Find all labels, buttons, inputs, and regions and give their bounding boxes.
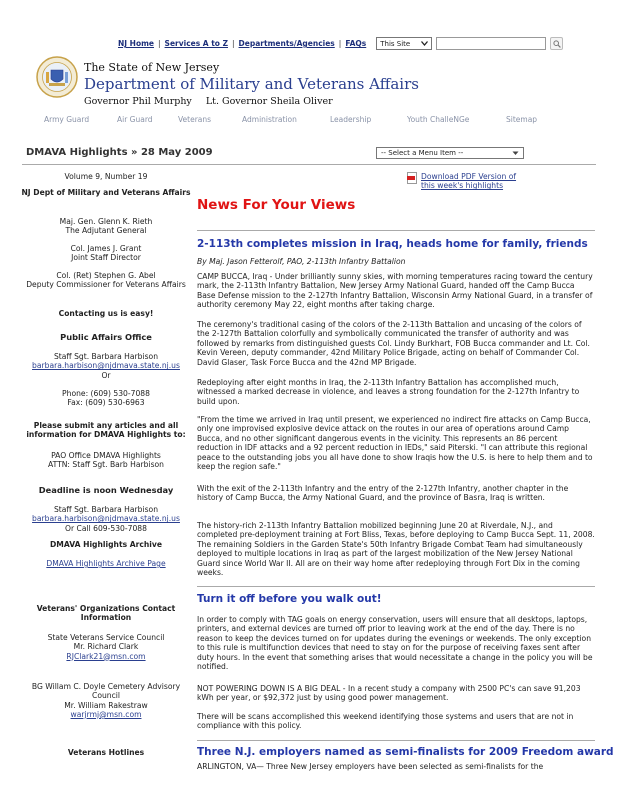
state-name: The State of New Jersey bbox=[84, 61, 220, 74]
divider bbox=[197, 740, 595, 741]
person-title: Joint Staff Director bbox=[71, 253, 141, 263]
cemetery-email-link[interactable]: warjrmj@msn.com bbox=[70, 709, 142, 719]
section-heading: News For Your Views bbox=[197, 197, 356, 213]
cemetery-council-name: BG Willam C. Doyle Cemetery Advisory Council bbox=[31, 682, 181, 701]
article-paragraph: In order to comply with TAG goals on energy conservation, users will ensure that all desktops, laptops, printers, and external devices are turned off prior to leaving work at the end of the day. There is no reason to keep the devices turned on for updates during the evenings or weekends. The only exception to this rule is multifunction devices that need to stay on for the purpose of receiving faxes sent after duty hours. In the event that something arises that would necessitate a change in the policy you will be notified. bbox=[197, 615, 593, 672]
nav-item-sitemap[interactable]: Sitemap bbox=[506, 114, 538, 124]
archive-heading: DMAVA Highlights Archive bbox=[50, 540, 162, 549]
sidebar-org-title: NJ Dept of Military and Veterans Affairs bbox=[21, 188, 191, 197]
sidebar-person bbox=[20, 244, 192, 263]
person-name: Maj. Gen. Glenn K. Rieth bbox=[59, 217, 153, 226]
divider bbox=[22, 164, 596, 165]
archive-link-wrap bbox=[20, 559, 192, 568]
nav-item-administration[interactable]: Administration bbox=[242, 114, 297, 124]
veterans-council-contact bbox=[20, 633, 192, 661]
pao-name: Staff Sgt. Barbara Harbison bbox=[53, 352, 159, 361]
article-paragraph: "From the time we arrived in Iraq until present, we experienced no indirect fire attacks on Camp Bucca, only one improvised explosive device attack on the routes in our area of operations around Camp Bucca, and no other significant dangerous events in the vicinity. This represents an 86 percent reduction in IDF attacks and a 92 percent reduction in IEDs," said Piterski. "I can attribute this regional peace to the outstanding jobs you all have done to show Iraqis how the U.S. is here to help them and to keep the region safe." bbox=[197, 415, 593, 472]
submit-line: PAO Office DMAVA Highlights bbox=[51, 451, 161, 460]
contact-heading: Contacting us is easy! bbox=[58, 309, 154, 318]
chevron-down-icon bbox=[512, 151, 519, 156]
pao-contact bbox=[20, 352, 192, 407]
article-title: Turn it off before you walk out! bbox=[197, 593, 382, 605]
pao-email-link[interactable]: barbara.harbison@njdmava.state.nj.us bbox=[32, 361, 180, 371]
pdf-download-link[interactable]: Download PDF Version of this week's highlights bbox=[421, 172, 517, 191]
article-paragraph: With the exit of the 2-113th Infantry and the entry of the 2-127th Infantry, another chapter in the history of Camp Bucca, the Army National Guard, and the province of Basra, Iraq is written. bbox=[197, 484, 569, 503]
veterans-hotlines-heading: Veterans Hotlines bbox=[67, 748, 145, 757]
governor-name: Governor Phil Murphy bbox=[84, 96, 192, 107]
divider bbox=[197, 230, 595, 231]
person-name: Col. (Ret) Stephen G. Abel bbox=[56, 271, 156, 280]
article-byline: By Maj. Jason Fetterolf, PAO, 2-113th Infantry Battalion bbox=[197, 257, 406, 266]
submit-heading: Please submit any articles and all information for DMAVA Highlights to: bbox=[26, 421, 186, 440]
article-paragraph: The ceremony's traditional casing of the colors of the 2-113th Battalion and uncasing of the colors of the 2-127th Battalion colorfully and symbolically communicated the transfer of authority and was followed by remarks from distinguished guests Col. Lindy Burkhart, FOB Bucca commander and Lt. Col. Kevin Vereen, deputy commander, 42nd Military Police Brigade, acting on behalf of Commander Col. David Glaser, Task Force Bucca and the 42nd MP Brigade. bbox=[197, 320, 590, 367]
council-contact-name: Mr. Richard Clark bbox=[73, 642, 139, 652]
deadline-heading: Deadline is noon Wednesday bbox=[38, 485, 174, 495]
person-title: The Adjutant General bbox=[65, 226, 147, 236]
pdf-download bbox=[407, 172, 529, 190]
search-input[interactable] bbox=[436, 37, 546, 50]
council-name: State Veterans Service Council bbox=[47, 633, 165, 642]
nav-item-army-guard[interactable]: Army Guard bbox=[44, 114, 90, 124]
person-name: Col. James J. Grant bbox=[70, 244, 142, 253]
deadline-contact bbox=[20, 505, 192, 533]
main-nav bbox=[0, 112, 618, 126]
services-link[interactable]: Services A to Z bbox=[164, 39, 229, 48]
person-title: Deputy Commissioner for Veterans Affairs bbox=[26, 280, 186, 290]
faqs-link[interactable]: FAQs bbox=[345, 39, 367, 48]
article-paragraph: NOT POWERING DOWN IS A BIG DEAL - In a recent study a company with 2500 PC's can save 91,203 kWh per year, or $92,372 just by using good power management. bbox=[197, 684, 581, 703]
divider: | bbox=[232, 39, 235, 48]
pdf-icon bbox=[407, 172, 418, 184]
sidebar-person bbox=[20, 271, 192, 290]
pao-heading: Public Affairs Office bbox=[60, 332, 152, 342]
chevron-down-icon bbox=[421, 41, 428, 46]
archive-link[interactable]: DMAVA Highlights Archive Page bbox=[46, 559, 166, 568]
article-paragraph: There will be scans accomplished this weekend identifying those systems and users that are not in compliance with this policy. bbox=[197, 712, 574, 731]
article-paragraph: Redeploying after eight months in Iraq, the 2-113th Infantry Battalion has accomplished much, witnessed a marked decrease in violence, and leaves a strong foundation for the 2-127th Infantry to build upon. bbox=[197, 378, 580, 406]
state-seal-icon bbox=[36, 56, 78, 98]
pao-fax: Fax: (609) 530-6963 bbox=[67, 398, 145, 407]
page-title: DMAVA Highlights » 28 May 2009 bbox=[26, 147, 213, 158]
nav-item-veterans[interactable]: Veterans bbox=[178, 114, 212, 124]
site-scope-value: This Site bbox=[380, 39, 411, 48]
article-title: 2-113th completes mission in Iraq, heads home for family, friends bbox=[197, 238, 588, 250]
council-email-link[interactable]: RJClark21@msn.com bbox=[66, 651, 146, 661]
lt-governor-name: Lt. Governor Sheila Oliver bbox=[205, 96, 333, 107]
deadline-phone: Or Call 609-530-7088 bbox=[65, 523, 147, 533]
volume-number: Volume 9, Number 19 bbox=[64, 172, 148, 181]
departments-link[interactable]: Departments/Agencies bbox=[238, 39, 335, 48]
search-button[interactable] bbox=[550, 37, 563, 50]
article-paragraph: ARLINGTON, VA— Three New Jersey employers have been selected as semi-finalists for the bbox=[197, 762, 544, 771]
governor-line bbox=[84, 96, 333, 107]
menu-select-value: -- Select a Menu Item -- bbox=[381, 149, 464, 157]
submit-line: ATTN: Staff Sgt. Barb Harbison bbox=[48, 460, 164, 470]
top-utility-bar bbox=[118, 37, 563, 50]
article-paragraph: The history-rich 2-113th Infantry Battalion mobilized beginning June 20 at Riverdale, N.J., and completed pre-deployment training at Fort Bliss, Texas, before deploying to Camp Bucca Sept. 11, 2008. The remaining Soldiers in the Garden State's 50th Infantry Brigade Combat Team had simultaneously deployed to multiple locations in Iraq as part of the largest mobilization of the New Jersey National Guard since World War II. All are on their way home after redeploying through Fort Dix in the coming weeks. bbox=[197, 521, 595, 578]
divider: | bbox=[158, 39, 161, 48]
veterans-org-heading: Veterans' Organizations Contact Information bbox=[36, 604, 176, 623]
nav-item-leadership[interactable]: Leadership bbox=[330, 114, 372, 124]
pao-phone: Phone: (609) 530-7088 bbox=[62, 388, 150, 398]
nav-item-youth-challenge[interactable]: Youth ChalleNGe bbox=[407, 114, 470, 124]
deadline-name: Staff Sgt. Barbara Harbison bbox=[53, 505, 159, 514]
site-scope-select[interactable] bbox=[376, 37, 432, 50]
divider bbox=[197, 586, 595, 587]
search-icon bbox=[553, 40, 561, 48]
nj-home-link[interactable]: NJ Home bbox=[118, 39, 155, 48]
submit-address bbox=[20, 451, 192, 470]
or-text: Or bbox=[101, 370, 111, 380]
menu-item-select[interactable] bbox=[376, 147, 524, 159]
article-paragraph: CAMP BUCCA, Iraq - Under brilliantly sunny skies, with morning temperatures racing toward the century mark, the 2-113th Infantry Battalion, New Jersey Army National Guard, handed off the Camp Bucca Base Defense mission to the 2-127th Infantry Battalion, Wisconsin Army National Guard, in a transfer of authority ceremony May 22, eight months after taking charge. bbox=[197, 272, 593, 310]
nav-item-air-guard[interactable]: Air Guard bbox=[117, 114, 153, 124]
cemetery-council-contact bbox=[20, 682, 192, 719]
sidebar-person bbox=[20, 217, 192, 236]
deadline-email-link[interactable]: barbara.harbison@njdmava.state.nj.us bbox=[32, 514, 180, 524]
article-title: Three N.J. employers named as semi-finalists for 2009 Freedom award bbox=[197, 746, 614, 758]
department-title: Department of Military and Veterans Affairs bbox=[84, 75, 419, 93]
cemetery-contact-name: Mr. William Rakestraw bbox=[64, 700, 148, 710]
divider: | bbox=[338, 39, 342, 48]
